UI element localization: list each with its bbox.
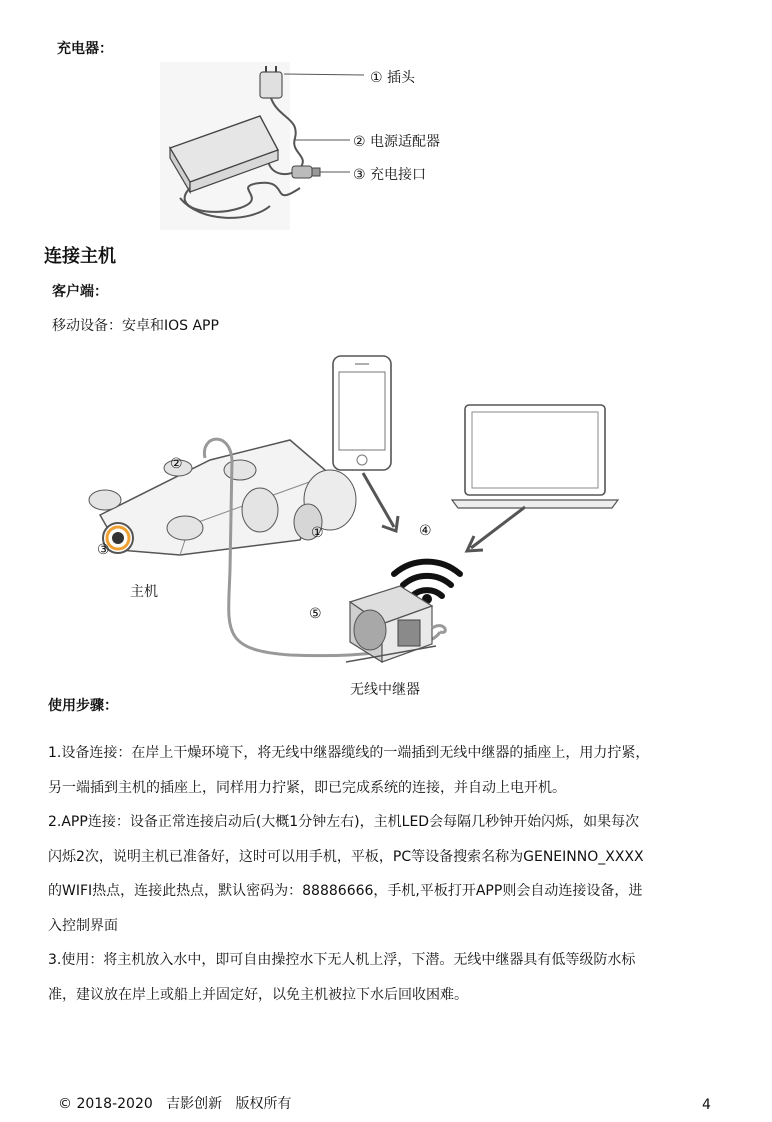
marker-1: ①: [311, 525, 324, 541]
page-number: 4: [702, 1097, 711, 1113]
marker-4: ④: [419, 523, 432, 539]
section-title: 连接主机: [44, 246, 116, 267]
phone-icon: [333, 356, 391, 470]
marker-5: ⑤: [309, 606, 322, 622]
charger-label-adapter: ② 电源适配器: [353, 134, 441, 150]
charger-label-port: ③ 充电接口: [353, 167, 427, 183]
step-line: 另一端插到主机的插座上，同样用力拧紧，即已完成系统的连接，并自动上电开机。: [48, 779, 566, 796]
step-line: 2.APP连接：设备正常连接启动后(大概1分钟左右)，主机LED会每隔几秒钟开始闪烁，如果每次: [48, 814, 640, 830]
step-line: 3.使用：将主机放入水中，即可自由操控水下无人机上浮，下潜。无线中继器具有低等级防水标: [48, 952, 636, 968]
laptop-icon: [452, 405, 618, 508]
arrow-phone-to-wifi-icon: [363, 473, 398, 531]
step-line: 入控制界面: [48, 917, 118, 934]
charging-port-icon: [292, 166, 320, 178]
steps-heading: 使用步骤：: [48, 698, 118, 714]
charger-label-plug: ① 插头: [370, 70, 416, 86]
host-label: 主机: [130, 584, 158, 600]
step-line: 1.设备连接：在岸上干燥环境下，将无线中继器缆线的一端插到无线中继器的插座上，用力拧紧，: [48, 745, 650, 761]
mobile-devices-line: 移动设备：安卓和IOS APP: [52, 318, 219, 334]
marker-3: ③: [97, 542, 110, 558]
step-line: 准，建议放在岸上或船上并固定好，以免主机被拉下水后回收困难。: [48, 986, 468, 1003]
marker-2: ②: [170, 456, 183, 472]
arrow-laptop-to-wifi-icon: [467, 507, 525, 551]
client-heading: 客户端：: [52, 284, 108, 300]
charger-heading: 充电器：: [57, 41, 113, 57]
steps-body: [48, 736, 738, 1012]
repeater-label: 无线中继器: [350, 682, 420, 698]
step-line: 闪烁2次，说明主机已准备好，这时可以用手机，平板，PC等设备搜索名称为GENEINNO_XXXX: [48, 848, 644, 865]
connection-diagram: [60, 350, 620, 670]
footer-copyright: © 2018-2020 吉影创新 版权所有: [58, 1096, 292, 1112]
step-line: 的WIFI热点，连接此热点，默认密码为：88886666，手机,平板打开APP则会自动连接设备，进: [48, 883, 643, 899]
